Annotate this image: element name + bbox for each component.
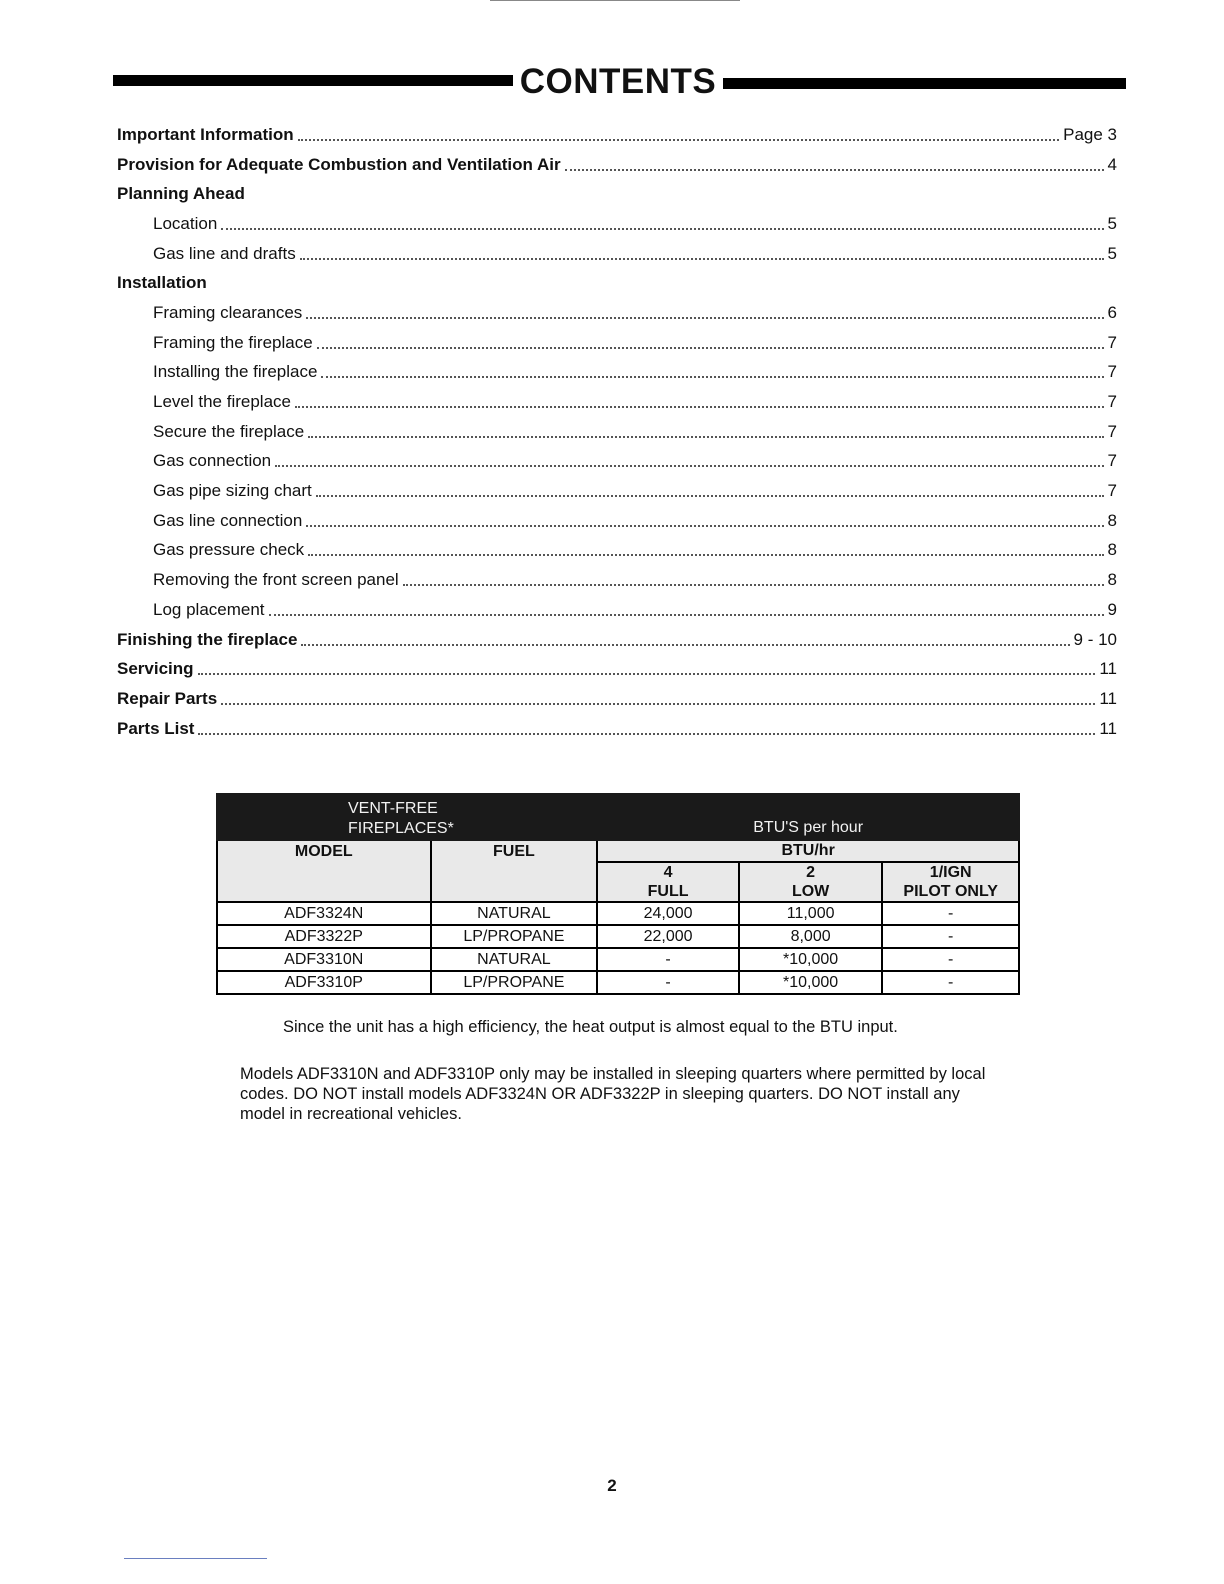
toc-entry — [117, 447, 1117, 477]
toc-entry-page: 8 — [1107, 570, 1117, 590]
sub-full — [597, 862, 739, 902]
toc-leader-dots — [221, 703, 1095, 705]
toc-entry — [117, 536, 1117, 566]
toc-entry-label: Gas connection — [153, 451, 272, 471]
toc-entry — [117, 120, 1117, 150]
sub-full-label: FULL — [647, 883, 689, 900]
toc-entry-label: Planning Ahead — [117, 184, 245, 204]
toc-leader-dots — [308, 436, 1103, 438]
sub-pilot-num: 1/IGN — [929, 864, 972, 881]
toc-entry-label: Level the fireplace — [153, 392, 291, 412]
toc-leader-dots — [306, 317, 1103, 319]
cell-full: 24,000 — [597, 902, 739, 925]
toc-leader-dots — [269, 614, 1104, 616]
toc-entry-label: Framing the fireplace — [153, 332, 313, 352]
contents-header — [113, 62, 1126, 102]
cell-pilot: - — [882, 902, 1019, 925]
toc-leader-dots — [300, 258, 1104, 260]
toc-entry-label: Removing the front screen panel — [153, 570, 399, 590]
cell-full: - — [597, 971, 739, 994]
toc-entry-page: 5 — [1107, 243, 1117, 263]
toc-entry — [117, 417, 1117, 447]
toc-leader-dots — [295, 406, 1104, 408]
page-number: 2 — [607, 1476, 617, 1495]
toc-entry — [117, 239, 1117, 269]
toc-leader-dots — [316, 495, 1104, 497]
btu-table — [216, 793, 1020, 995]
sub-low — [739, 862, 883, 902]
toc-entry-label: Installing the fireplace — [153, 362, 318, 382]
toc-entry — [117, 595, 1117, 625]
sleeping-quarters-note: Models ADF3310N and ADF3310P only may be installed in sleeping quarters where permitted by local codes. DO NOT install models ADF3324N OR ADF3322P in sleeping quarters. DO NOT install any model in recreational vehicles. — [240, 1065, 986, 1123]
efficiency-note: Since the unit has a high efficiency, the heat output is almost equal to the BTU input. — [283, 1018, 898, 1036]
cell-fuel: LP/PROPANE — [431, 971, 598, 994]
toc-leader-dots — [403, 584, 1104, 586]
toc-leader-dots — [301, 644, 1069, 646]
toc-entry — [117, 179, 1117, 209]
table-title-line2: FIREPLACES* — [348, 820, 454, 837]
toc-entry-label: Finishing the fireplace — [117, 629, 298, 649]
toc-entry-page: 11 — [1099, 718, 1117, 738]
toc-entry-label: Log placement — [153, 599, 265, 619]
toc-entry-label: Framing clearances — [153, 302, 303, 322]
table-row — [217, 925, 1019, 948]
toc-entry-page: Page 3 — [1063, 124, 1117, 144]
toc-entry — [117, 476, 1117, 506]
column-header-row — [217, 840, 1019, 862]
cell-full: 22,000 — [597, 925, 739, 948]
toc-entry-label: Important Information — [117, 124, 294, 144]
cell-fuel: NATURAL — [431, 948, 598, 971]
toc-entry — [117, 358, 1117, 388]
toc-entry-page: 8 — [1107, 540, 1117, 560]
table-row — [217, 971, 1019, 994]
cell-pilot: - — [882, 948, 1019, 971]
toc-leader-dots — [321, 376, 1103, 378]
toc-entry-page: 7 — [1107, 362, 1117, 382]
toc-leader-dots — [308, 554, 1103, 556]
cell-model: ADF3324N — [217, 902, 431, 925]
table-row — [217, 902, 1019, 925]
toc-leader-dots — [198, 673, 1096, 675]
cell-model: ADF3322P — [217, 925, 431, 948]
toc-entry-page: 9 — [1107, 599, 1117, 619]
scan-artifact-bottom-line — [124, 1558, 267, 1559]
toc-entry-page: 11 — [1099, 688, 1117, 708]
toc-entry-page: 7 — [1107, 451, 1117, 471]
toc-entry-label: Parts List — [117, 718, 195, 738]
toc-entry-label: Provision for Adequate Combustion and Ventilation Air — [117, 154, 561, 174]
toc-entry — [117, 565, 1117, 595]
page-title: CONTENTS — [519, 62, 717, 101]
sub-pilot-label: PILOT ONLY — [903, 883, 998, 900]
toc-entry-page: 7 — [1107, 481, 1117, 501]
sub-low-label: LOW — [791, 883, 830, 900]
toc-entry — [117, 684, 1117, 714]
cell-low: *10,000 — [739, 948, 883, 971]
table-title-cell — [217, 794, 597, 840]
header-rule-right — [723, 78, 1126, 89]
toc-entry-page: 6 — [1107, 302, 1117, 322]
toc-entry-label: Servicing — [117, 659, 194, 679]
toc-entry-page: 4 — [1107, 154, 1117, 174]
cell-low: 8,000 — [739, 925, 883, 948]
toc-entry-label: Location — [153, 213, 218, 233]
cell-fuel: NATURAL — [431, 902, 598, 925]
toc-entry-page: 8 — [1107, 510, 1117, 530]
toc-leader-dots — [221, 228, 1103, 230]
toc-entry — [117, 150, 1117, 180]
toc-entry — [117, 268, 1117, 298]
col-btuhr: BTU/hr — [597, 840, 1019, 862]
cell-low: 11,000 — [739, 902, 883, 925]
toc-leader-dots — [298, 139, 1060, 141]
toc-entry-label: Gas pipe sizing chart — [153, 481, 312, 501]
table-of-contents — [117, 120, 1117, 743]
toc-entry-label: Gas line connection — [153, 510, 303, 530]
toc-entry — [117, 506, 1117, 536]
toc-entry-page: 11 — [1099, 659, 1117, 679]
toc-entry — [117, 625, 1117, 655]
toc-entry — [117, 654, 1117, 684]
toc-entry-page: 7 — [1107, 392, 1117, 412]
table-title-line1: VENT-FREE — [348, 800, 438, 817]
toc-entry — [117, 209, 1117, 239]
toc-entry — [117, 328, 1117, 358]
cell-model: ADF3310N — [217, 948, 431, 971]
sub-full-num: 4 — [663, 864, 673, 881]
sub-low-num: 2 — [806, 864, 816, 881]
toc-leader-dots — [565, 169, 1104, 171]
col-model: MODEL — [217, 840, 431, 902]
toc-entry-page: 9 - 10 — [1073, 629, 1117, 649]
toc-entry-label: Installation — [117, 273, 207, 293]
toc-entry-label: Secure the fireplace — [153, 421, 305, 441]
col-fuel: FUEL — [431, 840, 598, 902]
cell-pilot: - — [882, 925, 1019, 948]
table-row — [217, 948, 1019, 971]
toc-leader-dots — [306, 525, 1103, 527]
toc-entry — [117, 387, 1117, 417]
toc-leader-dots — [317, 347, 1104, 349]
toc-leader-dots — [198, 733, 1095, 735]
toc-entry — [117, 298, 1117, 328]
toc-entry-page: 5 — [1107, 213, 1117, 233]
toc-entry-label: Gas pressure check — [153, 540, 305, 560]
toc-entry-label: Gas line and drafts — [153, 243, 296, 263]
cell-fuel: LP/PROPANE — [431, 925, 598, 948]
scan-artifact-line — [490, 0, 740, 1]
toc-entry-page: 7 — [1107, 332, 1117, 352]
toc-entry-page: 7 — [1107, 421, 1117, 441]
toc-leader-dots — [275, 465, 1103, 467]
cell-low: *10,000 — [739, 971, 883, 994]
toc-entry — [117, 714, 1117, 744]
sub-pilot — [882, 862, 1019, 902]
table-title-row — [217, 794, 1019, 840]
toc-entry-label: Repair Parts — [117, 688, 218, 708]
cell-full: - — [597, 948, 739, 971]
table-body — [217, 902, 1019, 994]
cell-model: ADF3310P — [217, 971, 431, 994]
btu-header: BTU'S per hour — [597, 794, 1019, 840]
cell-pilot: - — [882, 971, 1019, 994]
header-rule-left — [113, 75, 513, 86]
